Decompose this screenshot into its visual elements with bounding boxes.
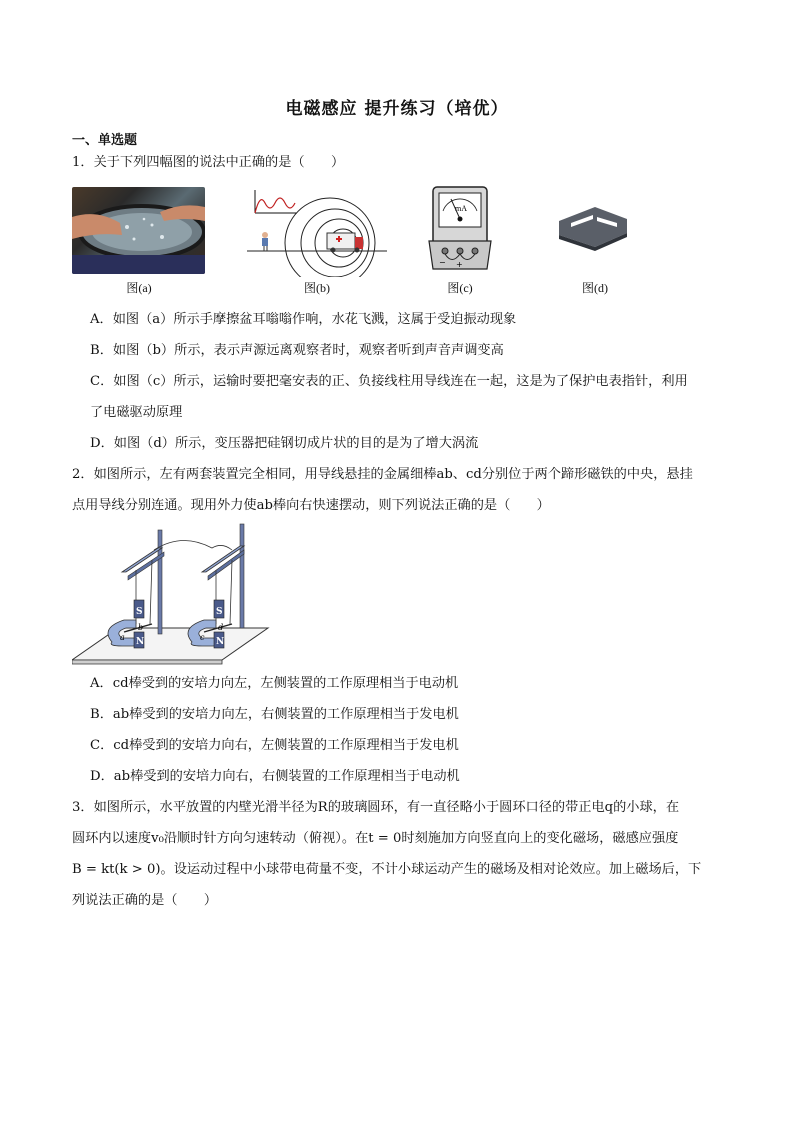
q2-option-a: A．cd棒受到的安培力向左，左侧装置的工作原理相当于电动机 — [90, 676, 459, 691]
q2-option-b: B．ab棒受到的安培力向左，右侧装置的工作原理相当于发电机 — [90, 707, 459, 722]
figure-b — [247, 185, 387, 295]
label-a: a — [120, 633, 125, 642]
question-1-stem: 1．关于下列四幅图的说法中正确的是（ ） — [72, 155, 345, 170]
caption-b: 图(b) — [304, 281, 330, 295]
q2-option-c: C．cd棒受到的安培力向右，左侧装置的工作原理相当于发电机 — [90, 738, 459, 753]
page-title: 电磁感应 提升练习（培优） — [285, 99, 509, 119]
figure-d — [555, 185, 635, 295]
q1-option-c: C．如图（c）所示，运输时要把毫安表的正、负接线柱用导线连在一起，这是为了保护电表指针，利用 — [90, 374, 688, 389]
label-c: c — [200, 633, 205, 642]
right-magnet-s-pole: S — [216, 607, 223, 617]
basin-photo — [72, 187, 205, 274]
q1-option-c-cont: 了电磁驱动原理 — [90, 405, 183, 420]
caption-d: 图(d) — [582, 281, 608, 295]
section-heading: 一、单选题 — [72, 133, 138, 148]
q1-option-d: D．如图（d）所示，变压器把硅钢切成片状的目的是为了增大涡流 — [90, 436, 479, 451]
right-magnet-n-pole: N — [216, 637, 225, 647]
q1-option-a: A．如图（a）所示手摩擦盆耳嗡嗡作响，水花飞溅，这属于受迫振动现象 — [90, 312, 517, 327]
question-1-figures — [72, 185, 652, 297]
question-3-stem-line-2: 圆环内以速度v₀沿顺时针方向匀速转动（俯视）。在t = 0时刻施加方向竖直向上的变化磁场，磁感应强度 — [72, 831, 679, 846]
question-3-stem-line-4: 列说法正确的是（ ） — [72, 893, 218, 908]
transformer-core-diagram — [555, 185, 635, 277]
q1-option-b: B．如图（b）所示，表示声源远离观察者时，观察者听到声音声调变高 — [90, 343, 504, 358]
svg-text:+: + — [456, 260, 463, 269]
magnet-apparatus-diagram — [72, 520, 272, 668]
label-b: b — [138, 623, 144, 632]
question-3-stem-line-1: 3．如图所示，水平放置的内壁光滑半径为R的玻璃圆环，有一直径略小于圆环口径的带正电q的小球，在 — [72, 800, 680, 815]
figure-c — [427, 185, 493, 295]
caption-c: 图(c) — [447, 281, 473, 295]
question-3-stem-line-3: B = kt(k > 0)。设运动过程中小球带电荷量不变，不计小球运动产生的磁场及相对论效应。加上磁场后，下 — [72, 862, 702, 877]
caption-a: 图(a) — [126, 281, 152, 295]
question-2-figure — [72, 520, 272, 668]
svg-text:−: − — [439, 258, 446, 267]
q2-option-d: D．ab棒受到的安培力向右，右侧装置的工作原理相当于电动机 — [90, 769, 460, 784]
left-magnet-s-pole: S — [136, 607, 143, 617]
label-d: d — [218, 623, 224, 632]
milliammeter-diagram — [427, 185, 493, 277]
meter-unit-label: mA — [455, 204, 467, 213]
question-2-stem-line-1: 2．如图所示，左有两套装置完全相同，用导线悬挂的金属细棒ab、cd分别位于两个蹄形磁铁的中央，悬挂 — [72, 467, 693, 482]
doppler-diagram — [247, 185, 387, 277]
left-magnet-n-pole: N — [136, 637, 145, 647]
question-2-stem-line-2: 点用导线分别连通。现用外力使ab棒向右快速摆动，则下列说法正确的是（ ） — [72, 498, 550, 513]
